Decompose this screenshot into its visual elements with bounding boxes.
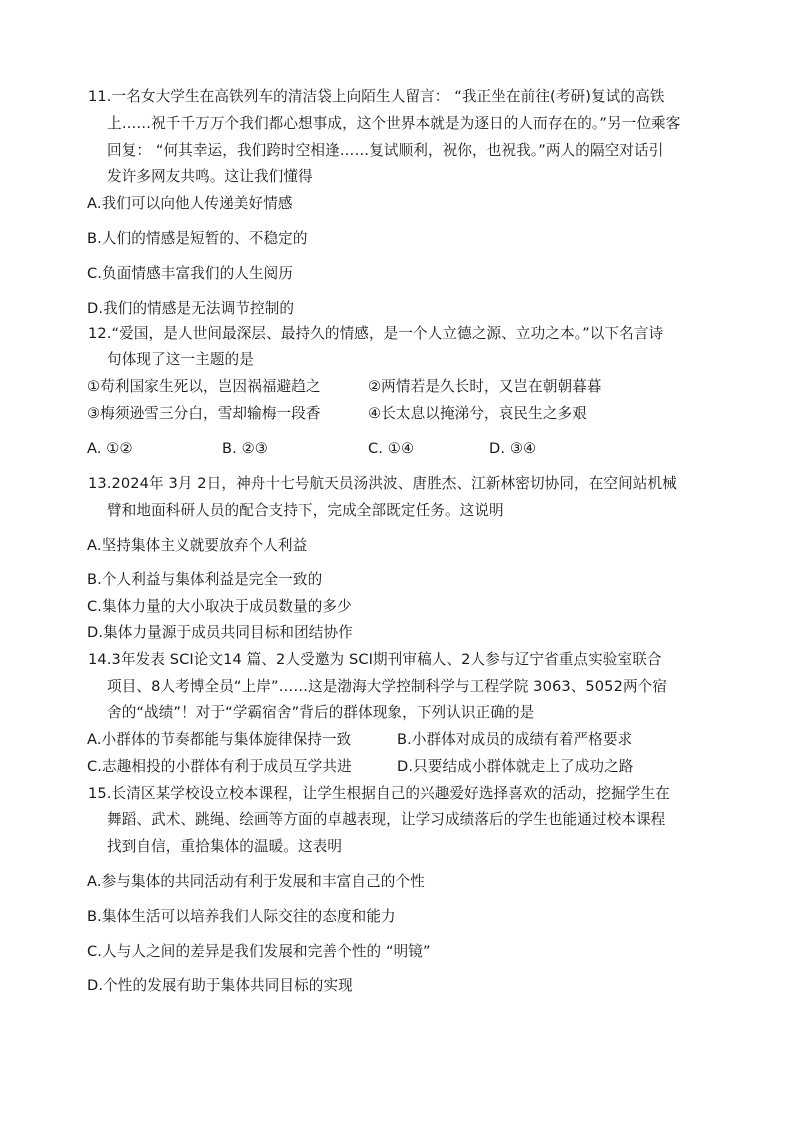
question-15-option-c: C.人与人之间的差异是我们发展和完善个性的 “明镜” [87,943,431,960]
question-12-stem-line-2: 句体现了这一主题的是 [107,351,254,368]
question-11-stem-line-3: 回复： “何其幸运，我们跨时空相逢……复试顺利，祝你，也祝我。”两人的隔空对话引 [107,142,664,159]
question-15-option-d: D.个性的发展有助于集体共同目标的实现 [87,977,353,994]
question-12-item-3: ③梅须逊雪三分白，雪却输梅一段香 [87,405,321,422]
question-12-stem-line-1: 12.“爱国，是人世间最深层、最持久的情感，是一个人立德之源、立功之本。”以下名言诗 [88,325,664,342]
question-12-item-2: ②两情若是久长时，又岂在朝朝暮暮 [368,378,602,395]
question-13-option-a: A.坚持集体主义就要放弃个人利益 [87,537,308,554]
question-13-option-d: D.集体力量源于成员共同目标和团结协作 [87,624,353,641]
question-12-option-a: A. ①② [87,440,133,457]
question-11-stem-line-2: 上……祝千千万万个我们都心想事成，这个世界本就是为逐日的人而存在的。”另一位乘客 [107,115,681,132]
question-12-option-c: C. ①④ [368,440,415,457]
question-11-option-c: C.负面情感丰富我们的人生阅历 [87,265,294,282]
question-14-stem-line-3: 舍的“战绩”！对于“学霸宿舍”背后的群体现象，下列认识正确的是 [107,704,535,721]
question-15-stem-line-3: 找到自信，重拾集体的温暖。这表明 [107,838,343,855]
question-15-stem-line-2: 舞蹈、武术、跳绳、绘画等方面的卓越表现，让学习成绩落后的学生也能通过校本课程 [107,811,666,828]
question-14-option-a: A.小群体的节奏都能与集体旋律保持一致 [87,731,352,748]
question-14-option-d: D.只要结成小群体就走上了成功之路 [397,758,634,775]
question-15-option-a: A.参与集体的共同活动有利于发展和丰富自己的个性 [87,873,425,890]
question-11-option-d: D.我们的情感是无法调节控制的 [87,300,295,317]
question-14-stem-line-1: 14.3年发表 SCI论文14 篇、2人受邀为 SCI期刊审稿人、2人参与辽宁省重点实验室联合 [88,651,662,668]
question-12-option-b: B. ②③ [222,440,268,457]
question-12-item-1: ①苟利国家生死以，岂因祸福避趋之 [87,378,321,395]
question-15-option-b: B.集体生活可以培养我们人际交往的态度和能力 [87,908,396,925]
question-13-option-b: B.个人利益与集体利益是完全一致的 [87,571,323,588]
question-11-stem-line-1: 11.一名女大学生在高铁列车的清洁袋上向陌生人留言： “我正坐在前往(考研)复试的高铁 [88,88,665,105]
question-12-item-4: ④长太息以掩涕兮，哀民生之多艰 [368,405,587,422]
question-14-stem-line-2: 项目、8人考博全员“上岸”……这是渤海大学控制科学与工程学院 3063、5052两个宿 [107,678,668,695]
question-14-option-c: C.志趣相投的小群体有利于成员互学共进 [87,758,352,775]
question-11-option-b: B.人们的情感是短暂的、不稳定的 [87,230,308,247]
question-13-stem-line-2: 臂和地面科研人员的配合支持下，完成全部既定任务。这说明 [107,502,504,519]
question-15-stem-line-1: 15.长清区某学校设立校本课程，让学生根据自己的兴趣爱好选择喜欢的活动，挖掘学生在 [88,785,670,802]
question-12-option-d: D. ③④ [489,440,537,457]
question-13-option-c: C.集体力量的大小取决于成员数量的多少 [87,598,352,615]
question-14-option-b: B.小群体对成员的成绩有着严格要求 [397,731,633,748]
question-13-stem-line-1: 13.2024年 3月 2日，神舟十七号航天员汤洪波、唐胜杰、江新林密切协同，在空间站机械 [88,475,677,492]
question-11-option-a: A.我们可以向他人传递美好情感 [87,195,293,212]
question-11-stem-line-4: 发许多网友共鸣。这让我们懂得 [107,168,313,185]
